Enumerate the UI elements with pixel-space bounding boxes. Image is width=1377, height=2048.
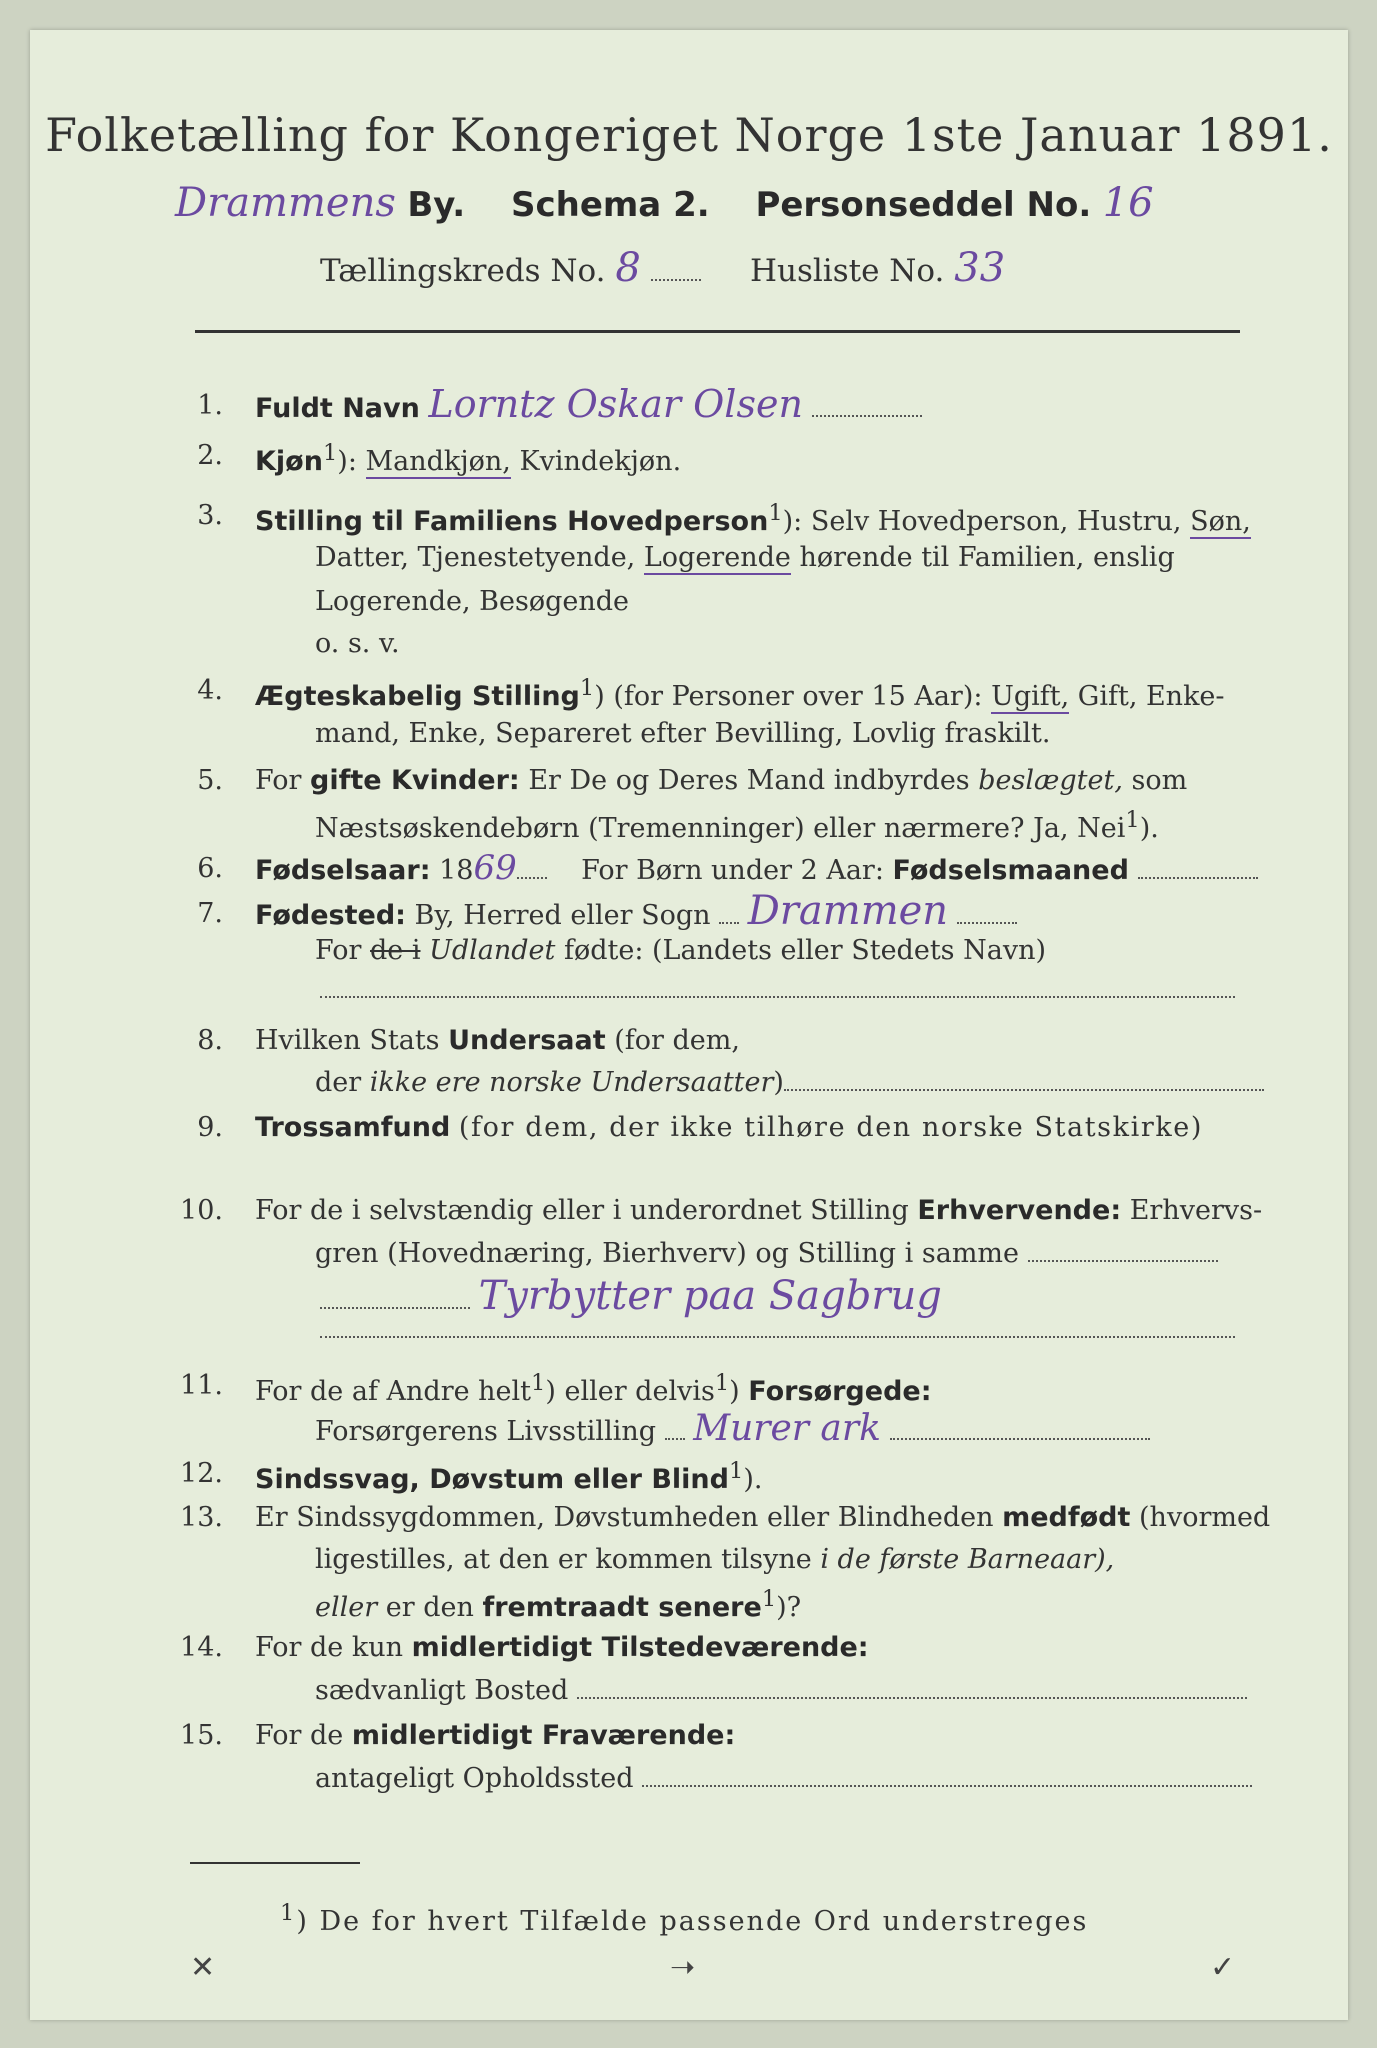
q3-label: Stilling til Familiens Hovedperson [255, 506, 769, 537]
q3-row-2 [315, 542, 1175, 573]
q10-number: 10. [180, 1195, 223, 1226]
corner-mark-left: ✕ [190, 1950, 216, 1985]
q12-label: Sindssvag, Døvstum eller Blind [255, 1464, 729, 1495]
q8-number: 8. [197, 1025, 223, 1056]
q5-text-a: For [255, 765, 302, 796]
q7-row-2 [315, 935, 1046, 966]
q14-text-a: For de kun [255, 1632, 403, 1663]
q15-text-2: antageligt Opholdssted [315, 1763, 634, 1794]
q7-row-1 [255, 888, 1017, 934]
q7-text-2c: fødte: (Landets eller Stedets Navn) [563, 935, 1047, 966]
q3-option-logerende: Logerende [643, 542, 791, 573]
q3-text-2a: Datter, Tjenestetyende, [315, 542, 636, 573]
q1-name-value: Lorntz Oskar Olsen [428, 382, 803, 426]
q13-row-3: eller er den fremtraadt senere$^1$)? [315, 1586, 802, 1623]
q3-text-2b: hørende til Familien, enslig [799, 542, 1175, 573]
q3-text-1: ): Selv Hovedperson, Hustru, [782, 506, 1182, 537]
husliste-label: Husliste No. [749, 253, 945, 289]
q7-text: By, Herred eller Sogn [414, 900, 711, 931]
city-handwritten: Drammens [175, 180, 396, 226]
q14-row-1 [255, 1632, 869, 1663]
q10-text-a: For de i selvstændig eller i underordnet Stilling [255, 1195, 909, 1226]
q13-text-3a: eller [315, 1592, 378, 1623]
q13-row-1 [255, 1502, 1270, 1533]
q13-label: medfødt [1002, 1502, 1131, 1533]
q6-text-mid: For Børn under 2 Aar: [581, 855, 884, 886]
q4-text-1a: ) (for Personer over 15 Aar): [594, 681, 983, 712]
form-title: Folketælling for Kongeriget Norge 1ste Januar 1891. [45, 108, 1333, 162]
q4-option-ugift: Ugift, [991, 681, 1070, 712]
q2-label: Kjøn [255, 446, 323, 477]
personseddel-label: Personseddel No. [755, 185, 1092, 225]
q11-label: Forsørgede: [748, 1376, 932, 1407]
q15-text-a: For de [255, 1720, 344, 1751]
q5-row-2: Næstsøskendebørn (Tremenninger) eller nærmere? Ja, Nei$^1$). [315, 807, 1159, 844]
q2-number: 2. [197, 440, 223, 471]
q13-text-2a: ligestilles, at den er kommen tilsyne [315, 1544, 812, 1575]
footnote-rule [190, 1862, 360, 1864]
q2-option-male: Mandkjøn, [365, 446, 511, 477]
header-line-2 [320, 245, 1005, 291]
q1-number: 1. [197, 390, 223, 421]
q7-text-de: de i [370, 935, 421, 966]
q5-text-b: Er De og Deres Mand indbyrdes [528, 765, 970, 796]
q14-label: midlertidigt Tilstedeværende: [411, 1632, 869, 1663]
q10-row-1 [255, 1195, 1262, 1226]
q15-number: 15. [180, 1720, 223, 1751]
q4-row-2: mand, Enke, Separeret efter Bevilling, Lovlig fraskilt. [315, 718, 1051, 749]
q13-text-3c: fremtraadt senere [482, 1592, 762, 1623]
q10-blank-line [320, 1335, 1235, 1338]
corner-mark-center: ➝ [670, 1950, 696, 1985]
footnote-text: De for hvert Tilfælde passende Ord understreges [319, 1906, 1089, 1937]
footnote-marker: 1 [280, 1900, 297, 1926]
q5-text-c: beslægtet, [978, 765, 1123, 796]
q11-text-b: ) eller delvis [545, 1376, 715, 1407]
q14-number: 14. [180, 1632, 223, 1663]
q9-number: 9. [197, 1112, 223, 1143]
q13-text-a: Er Sindssygdommen, Døvstumheden eller Blindheden [255, 1502, 994, 1533]
q3-row-3: Logerende, Besøgende [315, 586, 629, 617]
q8-row-2: der ikke ere norske Undersaatter) [315, 1067, 1264, 1098]
census-form [30, 30, 1348, 2020]
q13-number: 13. [180, 1502, 223, 1533]
q1-label: Fuldt Navn [255, 393, 420, 424]
q14-row-2 [315, 1675, 1247, 1706]
header-rule [195, 330, 1240, 333]
q9-text: (for dem, der ikke tilhøre den norske Statskirke) [458, 1112, 1204, 1143]
q7-birthplace-value: Drammen [747, 888, 949, 934]
q5-text-d: som [1131, 765, 1188, 796]
q9-label: Trossamfund [255, 1112, 451, 1143]
q2-row: Kjøn$^1$): Mandkjøn, Kvindekjøn. [255, 440, 682, 477]
q7-text-2a: For [315, 935, 362, 966]
q8-row-1 [255, 1025, 740, 1056]
q6-year-value: 69 [473, 848, 517, 888]
q6-number: 6. [197, 853, 223, 884]
q15-row-2 [315, 1763, 1252, 1794]
q8-text-2b: ikke ere norske Undersaatter [369, 1067, 774, 1098]
q8-text-a: Hvilken Stats [255, 1025, 440, 1056]
q11-number: 11. [180, 1370, 223, 1401]
q11-row-2 [315, 1408, 1150, 1449]
q10-text-b: Erhvervs- [1129, 1195, 1263, 1226]
husliste-number: 33 [954, 245, 1006, 291]
q3-row-1: Stilling til Familiens Hovedperson$^1$): Selv Hovedperson, Hustru, Søn, [255, 500, 1251, 537]
q10-row-2 [315, 1238, 1218, 1269]
q4-row-1: Ægteskabelig Stilling$^1$) (for Personer over 15 Aar): Ugift, Gift, Enke- [255, 675, 1225, 712]
q1-row [255, 382, 922, 426]
q7-number: 7. [197, 898, 223, 929]
q8-text-b: (for dem, [614, 1025, 740, 1056]
q15-label: midlertidigt Fraværende: [351, 1720, 736, 1751]
schema-label: Schema 2. [510, 185, 710, 225]
q13-row-2 [315, 1544, 1114, 1575]
q3-row-4: o. s. v. [315, 628, 400, 659]
q6-year-prefix: 18 [439, 855, 474, 886]
q7-label: Fødested: [255, 900, 406, 931]
q5-number: 5. [197, 765, 223, 796]
q8-label: Undersaat [448, 1025, 606, 1056]
kreds-label: Tællingskreds No. [320, 253, 606, 289]
q6-label: Fødselsaar: [255, 855, 431, 886]
q8-text-2a: der [315, 1067, 362, 1098]
q14-text-2: sædvanligt Bosted [315, 1675, 569, 1706]
q12-number: 12. [180, 1458, 223, 1489]
q6-label-2: Fødselsmaaned [892, 855, 1129, 886]
q10-text-2: gren (Hovednæring, Bierhverv) og Stilling i samme [315, 1238, 1020, 1269]
footnote: $^1$) De for hvert Tilfælde passende Ord understreges [280, 1900, 1089, 1937]
q7-text-2b: Udlandet [429, 935, 556, 966]
q10-occupation-value: Tyrbytter paa Sagbrug [478, 1273, 942, 1319]
q13-text-3b: er den [385, 1592, 474, 1623]
q3-option-son: Søn, [1190, 506, 1251, 537]
q11-text-2: Forsørgerens Livsstilling [315, 1416, 657, 1447]
q2-option-female: Kvindekjøn. [519, 446, 682, 477]
kreds-number: 8 [615, 245, 641, 291]
q13-text-2b: i de første Barneaar), [820, 1544, 1115, 1575]
q11-row-1: For de af Andre helt$^1$) eller delvis$^1$) Forsørgede: [255, 1370, 932, 1407]
header-line-1 [175, 180, 1154, 226]
q12-row: Sindssvag, Døvstum eller Blind$^1$). [255, 1458, 763, 1495]
q2-footnote-ref: 1 [322, 440, 338, 466]
q11-text-a: For de af Andre helt [255, 1376, 532, 1407]
q13-text-b: (hvormed [1139, 1502, 1271, 1533]
q11-provider-value: Murer ark [693, 1408, 881, 1449]
corner-mark-right: ✓ [1210, 1950, 1236, 1985]
personseddel-number: 16 [1102, 180, 1154, 226]
q4-number: 4. [197, 675, 223, 706]
q5-row-1 [255, 765, 1187, 796]
q5-label: gifte Kvinder: [310, 765, 520, 796]
q9-row [255, 1112, 1203, 1143]
q5-text-2: Næstsøskendebørn (Tremenninger) eller nærmere? Ja, Nei [315, 813, 1126, 844]
q6-row [255, 848, 1258, 888]
q4-label: Ægteskabelig Stilling [255, 681, 580, 712]
q10-row-3 [320, 1273, 942, 1319]
by-label: By. [407, 185, 466, 225]
q3-number: 3. [197, 500, 223, 531]
q15-row-1 [255, 1720, 735, 1751]
q10-label: Erhvervende: [917, 1195, 1122, 1226]
q4-text-1b: Gift, Enke- [1077, 681, 1225, 712]
q7-blank-line [320, 995, 1235, 998]
